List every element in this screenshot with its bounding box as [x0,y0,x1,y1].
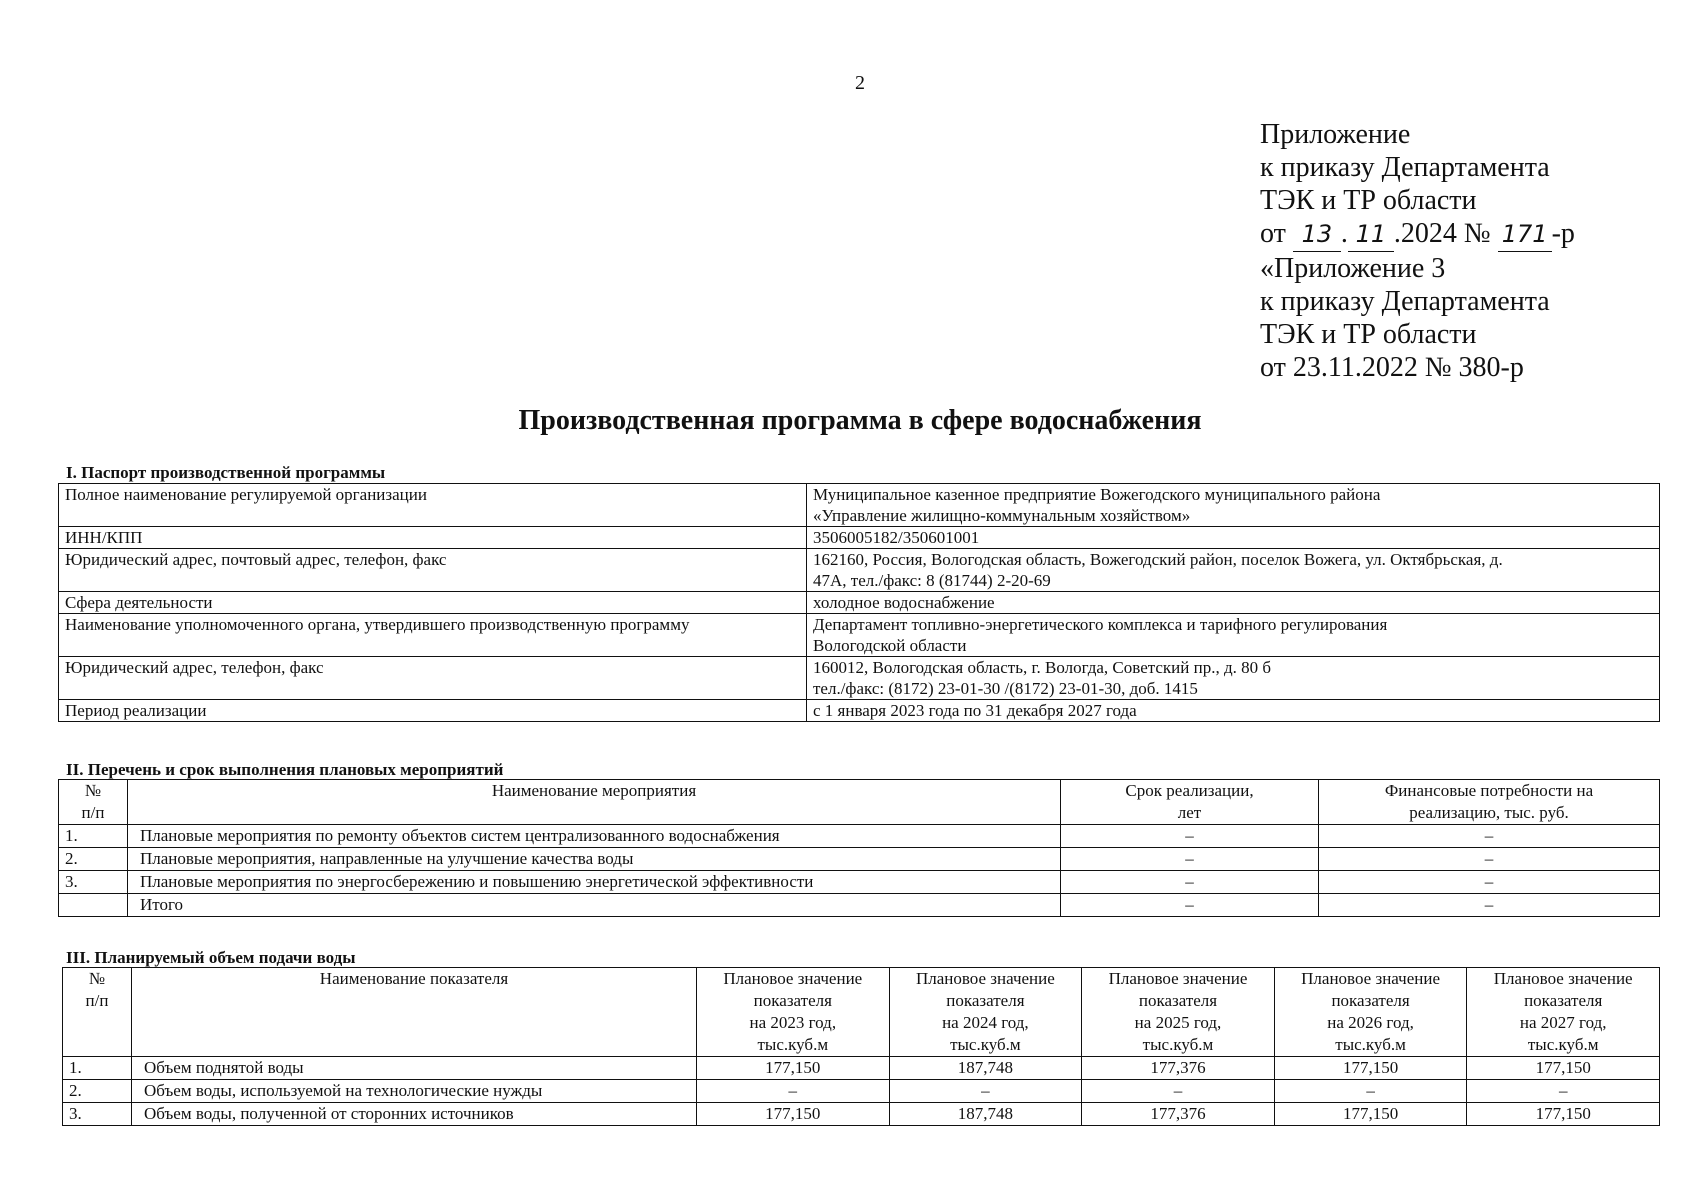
header-line: Плановое значение [1493,969,1633,988]
appendix-line: Приложение [1260,119,1411,150]
activity-term: – [1061,825,1319,848]
appendix-order-line [1260,217,1575,252]
table-row [59,700,1660,722]
activity-finance: – [1319,825,1660,848]
indicator-value: 177,150 [697,1103,890,1126]
indicator-name: Объем воды, полученной от сторонних источников [132,1103,697,1126]
indicator-value: – [1467,1080,1660,1103]
activity-term: – [1061,848,1319,871]
table-row [59,894,1660,917]
header-line: Плановое значение [1108,969,1248,988]
activity-name: Итого [128,894,1061,917]
indicator-value: 177,150 [697,1057,890,1080]
header-year-5 [1467,968,1660,1057]
header-line: тыс.куб.м [1527,1035,1599,1054]
row-num: 2. [63,1080,132,1103]
passport-label: Юридический адрес, почтовый адрес, телефон, факс [59,549,807,592]
indicator-value: 187,748 [889,1057,1082,1080]
passport-value [807,700,1660,722]
table-row [59,825,1660,848]
table-row [59,848,1660,871]
header-line: тыс.куб.м [1335,1035,1406,1054]
indicator-value: – [697,1080,890,1103]
handwritten-month: 11 [1348,218,1394,252]
row-num: 2. [59,848,128,871]
appendix-header [1260,118,1575,384]
header-line: тыс.куб.м [950,1035,1021,1054]
section-3-title: III. Планируемый объем подачи воды [66,948,356,967]
header-line: Плановое значение [915,969,1055,988]
indicator-value: 177,150 [1274,1103,1467,1126]
indicator-value: 177,150 [1274,1057,1467,1080]
indicator-value: 177,150 [1467,1103,1660,1126]
indicator-value: 177,376 [1082,1057,1275,1080]
passport-label: Юридический адрес, телефон, факс [59,657,807,700]
appendix-line: от 23.11.2022 № 380-р [1260,352,1524,383]
indicator-value: – [889,1080,1082,1103]
header-year-3 [1082,968,1275,1057]
passport-value-line: 162160, Россия, Вологодская область, Вожегодский район, поселок Вожега, ул. Октябрьская, д. [813,550,1503,569]
activity-term: – [1061,894,1319,917]
indicator-name: Объем поднятой воды [132,1057,697,1080]
handwritten-day: 13 [1293,218,1341,252]
header-line: тыс.куб.м [1142,1035,1214,1054]
header-line: на 2026 год, [1327,1013,1414,1032]
header-line: показателя [946,991,1025,1010]
header-year-4 [1274,968,1467,1057]
table-row [63,1080,1660,1103]
document-title: Производственная программа в сфере водоснабжения [518,405,1202,436]
header-finance: Финансовые потребности на реализацию, тыс. руб. [1319,780,1660,825]
passport-label: Период реализации [59,700,807,722]
header-activity-name: Наименование мероприятия [128,780,1061,825]
activity-finance: – [1319,871,1660,894]
handwritten-order-number: 171 [1498,218,1552,252]
row-num: 3. [59,871,128,894]
table-row [59,592,1660,614]
passport-value-line: 3506005182/350601001 [813,528,980,547]
table-header-row [63,968,1660,1057]
table-row [59,657,1660,700]
header-line: на 2024 год, [942,1013,1029,1032]
passport-value [807,484,1660,527]
activity-finance: – [1319,848,1660,871]
passport-table [58,483,1660,722]
section-2-title: II. Перечень и срок выполнения плановых мероприятий [66,760,504,779]
activity-name: Плановые мероприятия по энергосбережению и повышению энергетической эффективности [128,871,1061,894]
header-line: Плановое значение [723,969,863,988]
indicator-value: 177,376 [1082,1103,1275,1126]
date-dot: . [1340,218,1348,249]
appendix-line: к приказу Департамента [1260,152,1550,183]
table-row [59,614,1660,657]
header-line: показателя [1331,991,1410,1010]
passport-value-line: холодное водоснабжение [813,593,995,612]
passport-value [807,592,1660,614]
header-line: на 2025 год, [1134,1013,1222,1032]
indicator-name: Объем воды, используемой на технологические нужды [132,1080,697,1103]
passport-label: Полное наименование регулируемой организации [59,484,807,527]
activities-table [58,779,1660,917]
passport-label: Наименование уполномоченного органа, утвердившего производственную программу [59,614,807,657]
activity-term: – [1061,871,1319,894]
row-num [59,894,128,917]
table-row [59,549,1660,592]
activity-name: Плановые мероприятия, направленные на улучшение качества воды [128,848,1061,871]
header-line: тыс.куб.м [757,1035,829,1054]
indicator-value: – [1082,1080,1275,1103]
passport-value-line: с 1 января 2023 года по 31 декабря 2027 года [813,701,1137,720]
table-header-row [59,780,1660,825]
water-volume-table [62,967,1660,1126]
indicator-value: – [1274,1080,1467,1103]
table-row [63,1057,1660,1080]
section-1-title: I. Паспорт производственной программы [66,463,386,482]
appendix-line: к приказу Департамента [1260,286,1550,317]
header-line: на 2023 год, [749,1013,837,1032]
header-num: № п/п [59,780,128,825]
passport-value-line: Вологодской области [813,636,967,655]
header-line: показателя [753,991,832,1010]
header-year-2 [889,968,1082,1057]
passport-value-line: 160012, Вологодская область, г. Вологда, Советский пр., д. 80 б [813,658,1272,677]
appendix-line: ТЭК и ТР области [1260,319,1477,350]
passport-value [807,614,1660,657]
row-num: 3. [63,1103,132,1126]
date-year: .2024 № [1393,218,1491,249]
header-year-1 [697,968,890,1057]
passport-value-line: 47А, тел./факс: 8 (81744) 2-20-69 [813,571,1051,590]
header-indicator-name: Наименование показателя [132,968,697,1057]
header-num: № п/п [63,968,132,1057]
table-row [59,527,1660,549]
header-line: показателя [1524,991,1603,1010]
date-prefix: от [1260,218,1286,249]
passport-value-line: Департамент топливно-энергетического комплекса и тарифного регулирования [813,615,1388,634]
header-line: Плановое значение [1301,969,1440,988]
order-suffix: -р [1551,218,1575,249]
activity-name: Плановые мероприятия по ремонту объектов систем централизованного водоснабжения [128,825,1061,848]
row-num: 1. [59,825,128,848]
passport-value-line: тел./факс: (8172) 23-01-30 /(8172) 23-01-30, доб. 1415 [813,679,1198,698]
table-row [59,871,1660,894]
passport-value [807,657,1660,700]
passport-label: Сфера деятельности [59,592,807,614]
header-term: Срок реализации, лет [1061,780,1319,825]
row-num: 1. [63,1057,132,1080]
passport-value-line: «Управление жилищно-коммунальным хозяйством» [813,506,1191,525]
passport-label: ИНН/КПП [59,527,807,549]
table-row [59,484,1660,527]
passport-value-line: Муниципальное казенное предприятие Вожегодского муниципального района [813,485,1381,504]
header-line: показателя [1138,991,1218,1010]
indicator-value: 177,150 [1467,1057,1660,1080]
passport-value [807,527,1660,549]
page-number: 2 [855,72,865,94]
activity-finance: – [1319,894,1660,917]
indicator-value: 187,748 [889,1103,1082,1126]
table-row [63,1103,1660,1126]
passport-value [807,549,1660,592]
appendix-line: ТЭК и ТР области [1260,185,1477,216]
header-line: на 2027 год, [1519,1013,1607,1032]
appendix-line: «Приложение 3 [1260,253,1446,284]
